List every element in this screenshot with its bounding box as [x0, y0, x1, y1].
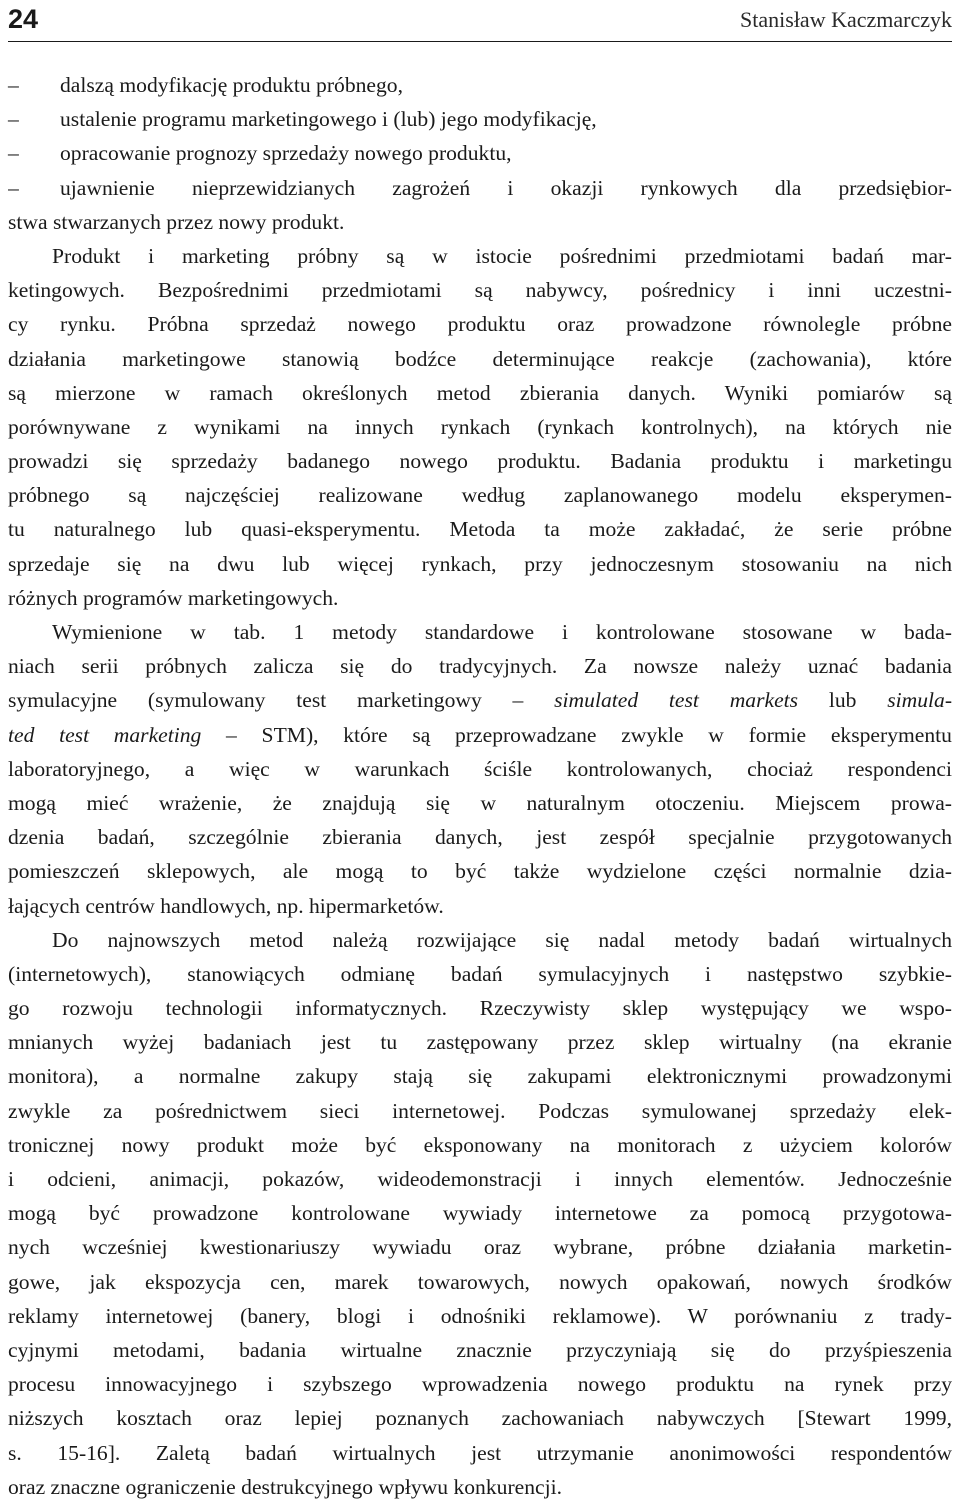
- text-segment: lub: [798, 688, 888, 713]
- text-line: s. 15-16]. Zaletą badań wirtualnych jest utrzymanie anonimowości respondentów: [8, 1440, 952, 1465]
- text-line: procesu innowacyjnego i szybszego wprowadzenia nowego produktu na rynek przy: [8, 1372, 952, 1397]
- text-line: [8, 683, 952, 717]
- text-line: cyjnymi metodami, badania wirtualne znacznie przyczyniają się do przyśpieszenia: [8, 1337, 952, 1362]
- text-line: tronicznej nowy produkt może być eksponowany na monitorach z użyciem kolorów: [8, 1132, 952, 1157]
- text-line: niach serii próbnych zalicza się do tradycyjnych. Za nowsze należy uznać badania: [8, 654, 952, 679]
- text-line: są mierzone w ramach określonych metod zbierania danych. Wyniki pomiarów są: [8, 380, 952, 405]
- text-line: zwykle za pośrednictwem sieci internetowej. Podczas symulowanej sprzedaży elek-: [8, 1098, 952, 1123]
- list-dash: –: [8, 141, 19, 166]
- list-item-continuation: stwa stwarzanych przez nowy produkt.: [8, 209, 345, 234]
- list-item: [8, 171, 952, 205]
- text-line: działania marketingowe stanowią bodźce determinujące reakcje (zachowania), które: [8, 346, 952, 371]
- text-line: prowadzi się sprzedaży badanego nowego produktu. Badania produktu i marketingu: [8, 449, 952, 474]
- text-line: reklamy internetowej (banery, blogi i odnośniki reklamowe). W porównaniu z trady-: [8, 1303, 952, 1328]
- list-dash: –: [8, 73, 19, 97]
- text-line: mnianych wyżej badaniach jest tu zastępowany przez sklep wirtualny (na ekranie: [8, 1030, 952, 1055]
- text-line: niższych kosztach oraz lepiej poznanych zachowaniach nabywczych [Stewart 1999,: [8, 1406, 952, 1431]
- text-line: go rozwoju technologii informatycznych. Rzeczywisty sklep występujący we wspo-: [8, 996, 952, 1021]
- page-number: 24: [8, 4, 39, 34]
- text-line: różnych programów marketingowych.: [8, 585, 339, 610]
- text-line: Wymienione w tab. 1 metody standardowe i kontrolowane stosowane w bada-: [52, 620, 952, 644]
- text-line: Do najnowszych metod należą rozwijające się nadal metody badań wirtualnych: [52, 927, 952, 952]
- body-text: [8, 68, 952, 1504]
- text-line: sprzedaje się na dwu lub więcej rynkach, przy jednoczesnym stosowaniu na nich: [8, 551, 952, 576]
- header-rule: [8, 41, 952, 42]
- list-item: [8, 68, 952, 102]
- list-dash: –: [8, 175, 19, 200]
- list-dash: –: [8, 107, 19, 132]
- italic-term: simulated test markets: [554, 688, 799, 713]
- text-line: pomieszczeń sklepowych, ale mogą to być także wydzielone części normalnie dzia-: [8, 859, 952, 884]
- text-line: monitora), a normalne zakupy stają się zakupami elektronicznymi prowadzonymi: [8, 1064, 952, 1089]
- text-line: Produkt i marketing próbny są w istocie pośrednimi przedmiotami badań mar-: [52, 243, 952, 268]
- text-line: mogą być prowadzone kontrolowane wywiady internetowe za pomocą przygotowa-: [8, 1201, 952, 1226]
- list-item-text: opracowanie prognozy sprzedaży nowego produktu,: [60, 141, 512, 166]
- text-segment: – STM), które są przeprowadzane zwykle w formie eksperymentu: [201, 722, 952, 747]
- page-header: [8, 0, 952, 40]
- text-segment: symulacyjne (symulowany test marketingowy –: [8, 688, 555, 713]
- text-line: [8, 718, 952, 752]
- text-line: dzenia badań, szczególnie zbierania danych, jest zespół specjalnie przygotowanych: [8, 825, 952, 850]
- text-line: próbnego są najczęściej realizowane według zaplanowanego modelu eksperymen-: [8, 483, 952, 508]
- text-line: cy rynku. Próbna sprzedaż nowego produktu oraz prowadzone równolegle próbne: [8, 312, 952, 337]
- text-line: oraz znaczne ograniczenie destrukcyjnego wpływu konkurencji.: [8, 1474, 563, 1499]
- text-line: nych wcześniej kwestionariuszy wywiadu oraz wybrane, próbne działania marketin-: [8, 1235, 952, 1260]
- list-item-text: dalszą modyfikację produktu próbnego,: [60, 73, 404, 97]
- list-item-text: ustalenie programu marketingowego i (lub) jego modyfikację,: [60, 107, 597, 132]
- text-line: porównywane z wynikami na innych rynkach (rynkach kontrolnych), na których nie: [8, 414, 952, 439]
- text-line: mogą mieć wrażenie, że znajdują się w naturalnym otoczeniu. Miejscem prowa-: [8, 790, 952, 815]
- list-item-text: ujawnienie nieprzewidzianych zagrożeń i okazji rynkowych dla przedsiębior-: [60, 175, 952, 200]
- italic-term: simula-: [887, 688, 952, 713]
- list-item: [8, 102, 952, 136]
- text-line: ketingowych. Bezpośrednimi przedmiotami są nabywcy, pośrednicy i inni uczestni-: [8, 278, 952, 303]
- running-head-author: Stanisław Kaczmarczyk: [740, 7, 952, 32]
- text-line: (internetowych), stanowiących odmianę badań symulacyjnych i następstwo szybkie-: [8, 961, 952, 986]
- text-line: gowe, jak ekspozycja cen, marek towarowych, nowych opakowań, nowych środków: [8, 1269, 952, 1294]
- list-item: [8, 136, 952, 170]
- text-line: łających centrów handlowych, np. hipermarketów.: [8, 893, 444, 918]
- text-line: laboratoryjnego, a więc w warunkach ściśle kontrolowanych, chociaż respondenci: [8, 756, 952, 781]
- text-line: tu naturalnego lub quasi-eksperymentu. Metoda ta może zakładać, że serie próbne: [8, 517, 952, 542]
- italic-term: ted test marketing: [8, 722, 202, 747]
- text-line: i odcieni, animacji, pokazów, wideodemonstracji i innych elementów. Jednocześnie: [8, 1167, 952, 1191]
